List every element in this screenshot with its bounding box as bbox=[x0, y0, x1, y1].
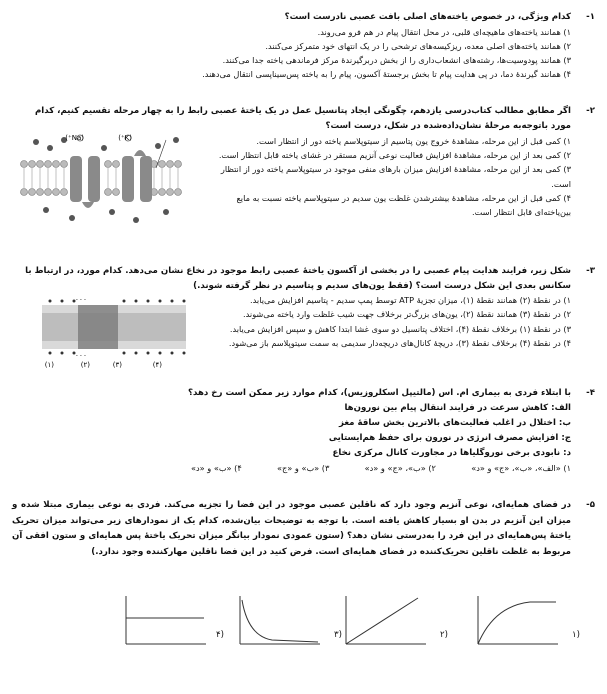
question-5 bbox=[12, 498, 595, 560]
question-3 bbox=[12, 264, 595, 370]
option-2[interactable]: ۲) کمی بعد از این مرحله، مشاهدهٔ افزایش فعالیت نوعی آنزیم مستقر در غشای یاخته قابل انتظار است. bbox=[218, 150, 571, 161]
options-row bbox=[191, 461, 571, 476]
point-label: (۳) bbox=[112, 361, 122, 370]
question-1 bbox=[12, 10, 595, 81]
question-text: با ابتلاء فردی به بیماری ام. اس (مالتیپل اسکلروزیس)، کدام موارد زیر ممکن است رخ دهد؟ bbox=[188, 388, 571, 398]
graph-label-3: (۳ bbox=[334, 630, 342, 640]
axon-figure bbox=[40, 295, 190, 369]
option-3[interactable]: ۳) «ب» و «ج» bbox=[277, 462, 330, 473]
option-1[interactable]: ۱) در نقطهٔ (۲) همانند نقطهٔ (۱)، میزان تجزیهٔ ATP توسط پمپ سدیم - پتاسیم افزایش می‌یابد. bbox=[250, 295, 571, 306]
na-label: (Na⁺) bbox=[65, 134, 84, 142]
option-4[interactable]: ۴) در نقطهٔ (۴) برخلاف نقطهٔ (۳)، دریچهٔ کانال‌های دریچه‌دار سدیمی به سمت سیتوپلاسم باز می‌شود. bbox=[228, 337, 571, 348]
point-label: (۱) bbox=[44, 361, 54, 370]
graph-option-4[interactable] bbox=[118, 592, 210, 650]
question-text: اگر مطابق مطالب کتاب‌درسی یازدهم، چگونگی ایجاد پتانسیل عمل در یک یاختهٔ عصبی رابط را به چهار مرحله تقسیم کنیم، کدام مورد باتوجه‌به مرحلهٔ نشان‌داده‌شده در شکل، درست است؟ bbox=[34, 106, 571, 131]
question-text: در فضای همایه‌ای، نوعی آنزیم وجود دارد که ناقلین عصبی موجود در این فضا را تجزیه می‌کند. فردی به نوعی بیماری مبتلا شده و میزان این آنزیم در بدن او بسیار کاهش یافته است. با توجه به توضیحات بیان‌شده، کدام یک از نمودارهای زیر می‌تواند میزان تحریک یاختهٔ پس‌همایه‌ای در این فرد را به‌درستی نشان دهد؟ (ستون عمودی نمودار بیانگر میزان تحریک یاختهٔ پس همایه‌ای و ستون افقی آن مربوط به غلظت ناقلین تحریک‌کننده در فضای همایه‌ای است. فرض کنید در این فضا ناقلین مهارکننده وجود ندارد.) bbox=[12, 500, 571, 557]
point-label: (۴) bbox=[152, 361, 162, 370]
point-label: (۲) bbox=[80, 361, 90, 370]
question-number: ۲- bbox=[586, 106, 595, 116]
question-4 bbox=[12, 386, 595, 475]
option-4[interactable]: ۴) «ب» و «د» bbox=[191, 462, 242, 473]
k-label: (K⁺) bbox=[118, 134, 132, 142]
statement-c: ج: افزایش مصرف انرژی در نورون برای حفظ هم‌ایستایی bbox=[328, 432, 571, 443]
option-1[interactable]: ۱) کمی قبل از این مرحله، مشاهدهٔ خروج یون پتاسیم از سیتوپلاسم یاخته دور از انتظار است. bbox=[256, 136, 571, 146]
graph-option-3[interactable] bbox=[232, 592, 324, 650]
question-text: شکل زیر، فرایند هدایت پیام عصبی را در بخشی از آکسون یاختهٔ عصبی رابط موجود در نخاع نشان می‌دهد. کدام مورد، در ارتباط با سکانس بعدی این شکل درست است؟ (فقط یون‌های سدیم و پتاسیم در نظر گرفته شوند.) bbox=[25, 266, 571, 291]
option-2[interactable]: ۲) در نقطهٔ (۳) همانند نقطهٔ (۲)، یون‌های بزرگ‌تر برخلاف جهت شیب غلظت وارد یاخته می‌شوند. bbox=[243, 309, 571, 320]
question-number: ۴- bbox=[586, 388, 595, 398]
option-2[interactable]: ۲) همانند یاخته‌های اصلی معده، ریزکیسه‌های ترشحی را در یک انتهای خود متمرکز می‌کنند. bbox=[265, 40, 571, 51]
ion-channel-figure bbox=[16, 128, 186, 228]
graph-label-1: (۱ bbox=[572, 630, 580, 640]
graph-label-4: (۴ bbox=[216, 630, 224, 640]
option-1[interactable]: ۱) همانند یاخته‌های ماهیچه‌ای قلبی، در محل انتقال پیام در هم فرو می‌روند. bbox=[317, 26, 571, 37]
statement-b: ب: اختلال در اغلب فعالیت‌های بالاترین بخش ساقهٔ مغز bbox=[338, 417, 571, 428]
option-1[interactable]: ۱) «الف»، «ب»، «ج» و «د» bbox=[471, 462, 571, 473]
graph-option-2[interactable] bbox=[338, 592, 430, 650]
option-3[interactable]: ۳) کمی بعد از این مرحله، مشاهدهٔ افزایش میزان بارهای منفی موجود در سیتوپلاسم یاخته دور از انتظار است. bbox=[220, 164, 571, 189]
svg-text:- - -: - - - bbox=[75, 296, 86, 304]
question-number: ۱- bbox=[586, 12, 595, 22]
option-4[interactable]: ۴) کمی قبل از این مرحله، مشاهدهٔ بیشترشدن غلظت یون سدیم در سیتوپلاسم یاخته نسبت به مایع بین‌یاخته‌ای قابل انتظار است. bbox=[236, 192, 571, 218]
option-3[interactable]: ۳) در نقطهٔ (۱) برخلاف نقطهٔ (۴)، اختلاف پتانسیل دو سوی غشا ابتدا کاهش و سپس افزایش می‌یابد. bbox=[229, 323, 571, 334]
question-text: کدام ویژگی، در خصوص یاخته‌های اصلی بافت عصبی نادرست است؟ bbox=[284, 12, 571, 22]
graph-option-1[interactable] bbox=[470, 592, 562, 650]
svg-text:- - -: - - - bbox=[75, 352, 86, 360]
option-3[interactable]: ۳) همانند پودوسیت‌ها، رشته‌های انشعاب‌داری را از بخش دربرگیرندهٔ مرکز فرماندهی یاخته جدا می‌کنند. bbox=[222, 55, 571, 65]
graph-label-2: (۲ bbox=[440, 630, 448, 640]
question-2 bbox=[12, 104, 595, 219]
question-number: ۳- bbox=[586, 266, 595, 276]
question-number: ۵- bbox=[586, 500, 595, 510]
option-2[interactable]: ۲) «ب»، «ج» و «د» bbox=[364, 462, 436, 473]
statement-a: الف: کاهش سرعت در فرایند انتقال پیام بین نورون‌ها bbox=[344, 402, 571, 413]
statement-d: د: نابودی برخی نوروگلیاها در مجاورت کانال مرکزی نخاع bbox=[332, 447, 571, 458]
option-4[interactable]: ۴) همانند گیرندهٔ دما، در پی هدایت پیام تا بخش برجستهٔ آکسون، پیام را به یاخته پس‌سیناپسی انتقال می‌دهند. bbox=[202, 69, 571, 80]
